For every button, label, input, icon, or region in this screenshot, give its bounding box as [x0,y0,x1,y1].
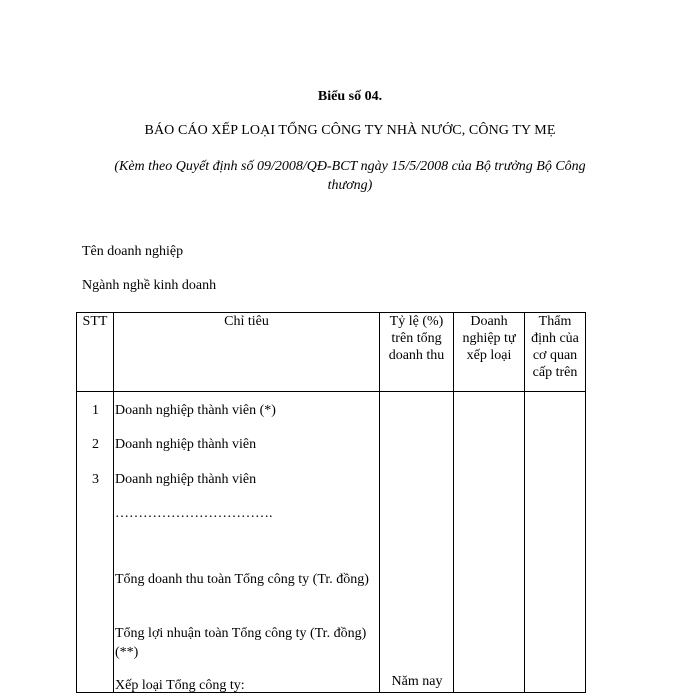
company-name-label: Tên doanh nghiệp [82,244,184,259]
ellipsis-row: ……………………………. [115,506,273,521]
header-revenue-ratio: Tỷ lệ (%) trên tổng doanh thu [380,313,454,392]
row-number: 1 [92,403,99,418]
revenue-ratio-column [380,392,454,693]
row-label: Doanh nghiệp thành viên [115,472,257,487]
document-subtitle: (Kèm theo Quyết định số 09/2008/QĐ-BCT ngày 15/5/2008 của Bộ trưởng Bộ Công thương) [114,159,586,193]
form-number: Biểu số 04. [317,89,383,104]
report-table [76,312,586,693]
header-self-rating: Doanh nghiệp tự xếp loại [454,313,525,392]
total-profit-label: Tổng lợi nhuận toàn Tổng công ty (Tr. đồng) (**) [115,626,367,660]
header-stt: STT [77,313,114,392]
total-revenue-label: Tổng doanh thu toàn Tổng công ty (Tr. đồng) [115,572,369,587]
table-body-row [77,392,586,693]
row-number: 3 [92,472,99,487]
ranking-label: Xếp loại Tổng công ty: [115,678,245,693]
indicator-column [114,392,380,693]
table-header-row [77,313,586,392]
row-number: 2 [92,437,99,452]
header-indicator: Chỉ tiêu [114,313,380,392]
review-column [525,392,586,693]
stt-column [77,392,114,693]
this-year-label: Năm nay [391,674,443,689]
self-rating-column [454,392,525,693]
document-title: BÁO CÁO XẾP LOẠI TỔNG CÔNG TY NHÀ NƯỚC, CÔNG TY MẸ [144,123,556,138]
business-sector-label: Ngành nghề kinh doanh [82,278,217,293]
row-label: Doanh nghiệp thành viên [115,437,257,452]
row-label: Doanh nghiệp thành viên (*) [115,403,276,418]
header-review: Thẩm định của cơ quan cấp trên [525,313,586,392]
